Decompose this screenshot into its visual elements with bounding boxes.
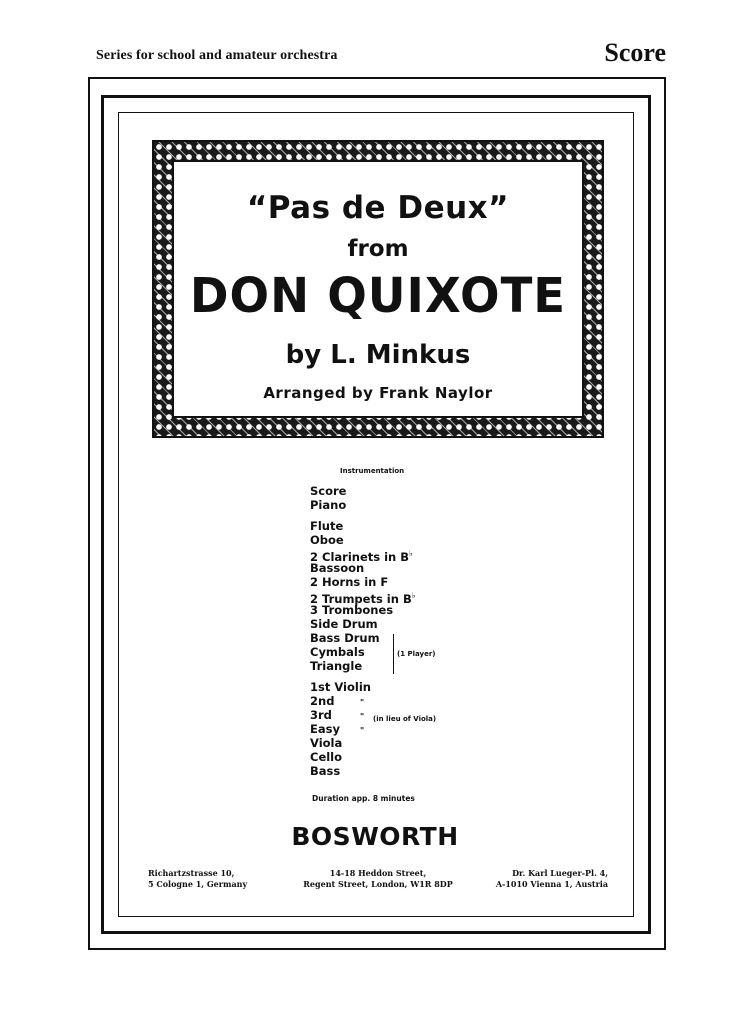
list-item: Piano	[310, 498, 347, 512]
list-item: 3rd	[310, 708, 332, 722]
address-line: 14-18 Heddon Street,	[329, 868, 427, 878]
ditto-mark: "	[360, 725, 365, 735]
list-item: Bassoon	[310, 561, 365, 575]
list-item: Side Drum	[310, 617, 378, 631]
list-item: Cymbals	[310, 645, 365, 659]
list-item: 1st Violin	[310, 680, 371, 694]
address-cologne	[148, 868, 247, 890]
list-item: 2 Trumpets in B♭	[310, 591, 416, 606]
list-item: Bass	[310, 764, 341, 778]
list-item: Easy	[310, 722, 340, 736]
instrumentation-heading: Instrumentation	[340, 467, 405, 475]
list-item: 3 Trombones	[310, 603, 394, 617]
composer: by L. Minkus	[285, 340, 471, 370]
viola-note: (in lieu of Viola)	[373, 715, 437, 723]
flat-sign: ♭	[409, 549, 413, 558]
address-line: Dr. Karl Lueger-Pl. 4,	[512, 868, 608, 878]
flat-sign: ♭	[411, 591, 416, 600]
arranger: Arranged by Frank Naylor	[263, 384, 493, 402]
percussion-note: (1 Player)	[397, 650, 436, 658]
address-line: Regent Street, London, W1R 8DP	[303, 879, 453, 889]
list-item: Oboe	[310, 533, 344, 547]
ditto-mark: "	[360, 697, 365, 707]
title-don-quixote: DON QUIXOTE	[189, 268, 567, 324]
list-item: 2nd	[310, 694, 335, 708]
publisher-name: BOSWORTH	[291, 822, 459, 851]
list-item: Bass Drum	[310, 631, 380, 645]
list-item: 2 Clarinets in B♭	[310, 549, 413, 564]
list-item: Flute	[310, 519, 344, 533]
title-pas-de-deux: “Pas de Deux”	[246, 190, 510, 226]
list-item: Triangle	[310, 659, 363, 673]
list-item: Viola	[310, 736, 343, 750]
list-item: Cello	[310, 750, 343, 764]
ditto-mark: "	[360, 711, 365, 721]
list-item: Score	[310, 484, 347, 498]
series-heading: Series for school and amateur orchestra	[96, 48, 338, 63]
score-label: Score	[604, 38, 666, 67]
address-line: Richartzstrasse 10,	[148, 868, 235, 878]
title-box	[172, 160, 584, 418]
list-item: 2 Horns in F	[310, 575, 389, 589]
address-vienna	[488, 868, 608, 890]
address-london	[288, 868, 468, 890]
address-line: A-1010 Vienna 1, Austria	[495, 879, 608, 889]
duration: Duration app. 8 minutes	[312, 794, 415, 803]
address-line: 5 Cologne 1, Germany	[148, 879, 248, 889]
percussion-brace	[389, 634, 394, 674]
title-from: from	[347, 236, 409, 262]
